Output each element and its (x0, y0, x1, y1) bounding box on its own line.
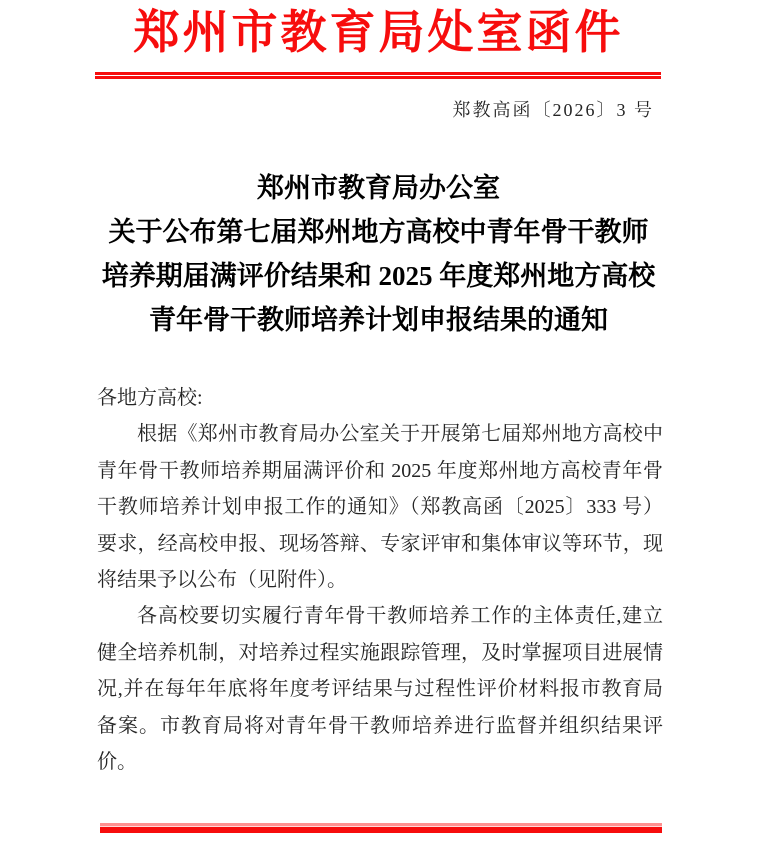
salutation: 各地方高校: (97, 387, 203, 409)
document-number: 郑教高函〔2026〕3 号 (452, 100, 654, 120)
letterhead-banner-title: 郑州市教育局处室函件 (133, 7, 624, 58)
header-divider-rule (95, 72, 661, 79)
paragraph-2-line: 备案。市教育局将对青年骨干教师培养进行监督并组织结果评 (97, 714, 663, 737)
paragraph-1-line: 青年骨干教师培养期届满评价和 2025 年度郑州地方高校青年骨 (97, 459, 663, 482)
paragraph-1-line: 将结果予以公布（见附件）。 (97, 569, 347, 592)
paragraph-1-line: 要求，经高校申报、现场答辩、专家评审和集体审议等环节，现 (97, 532, 663, 555)
notice-title-line: 关于公布第七届郑州地方高校中青年骨干教师 (108, 217, 649, 247)
paragraph-2-line: 价。 (97, 751, 137, 774)
notice-title-line: 郑州市教育局办公室 (257, 173, 500, 203)
notice-title-line: 培养期届满评价结果和 2025 年度郑州地方高校 (101, 261, 656, 291)
paragraph-2-line: 况,并在每年年底将年度考评结果与过程性评价材料报市教育局 (97, 678, 663, 701)
notice-body (97, 380, 663, 780)
notice-title-block (0, 166, 757, 342)
footer-divider-rule (100, 823, 662, 833)
paragraph-1-line: 根据《郑州市教育局办公室关于开展第七届郑州地方高校中 (137, 423, 663, 446)
paragraph-1-line: 干教师培养计划申报工作的通知》（郑教高函〔2025〕333 号） (97, 496, 663, 519)
paragraph-2-line: 健全培养机制，对培养过程实施跟踪管理，及时掌握项目进展情 (97, 641, 663, 664)
paragraph-2-line: 各高校要切实履行青年骨干教师培养工作的主体责任,建立 (137, 605, 663, 628)
notice-title-line: 青年骨干教师培养计划申报结果的通知 (149, 305, 608, 335)
